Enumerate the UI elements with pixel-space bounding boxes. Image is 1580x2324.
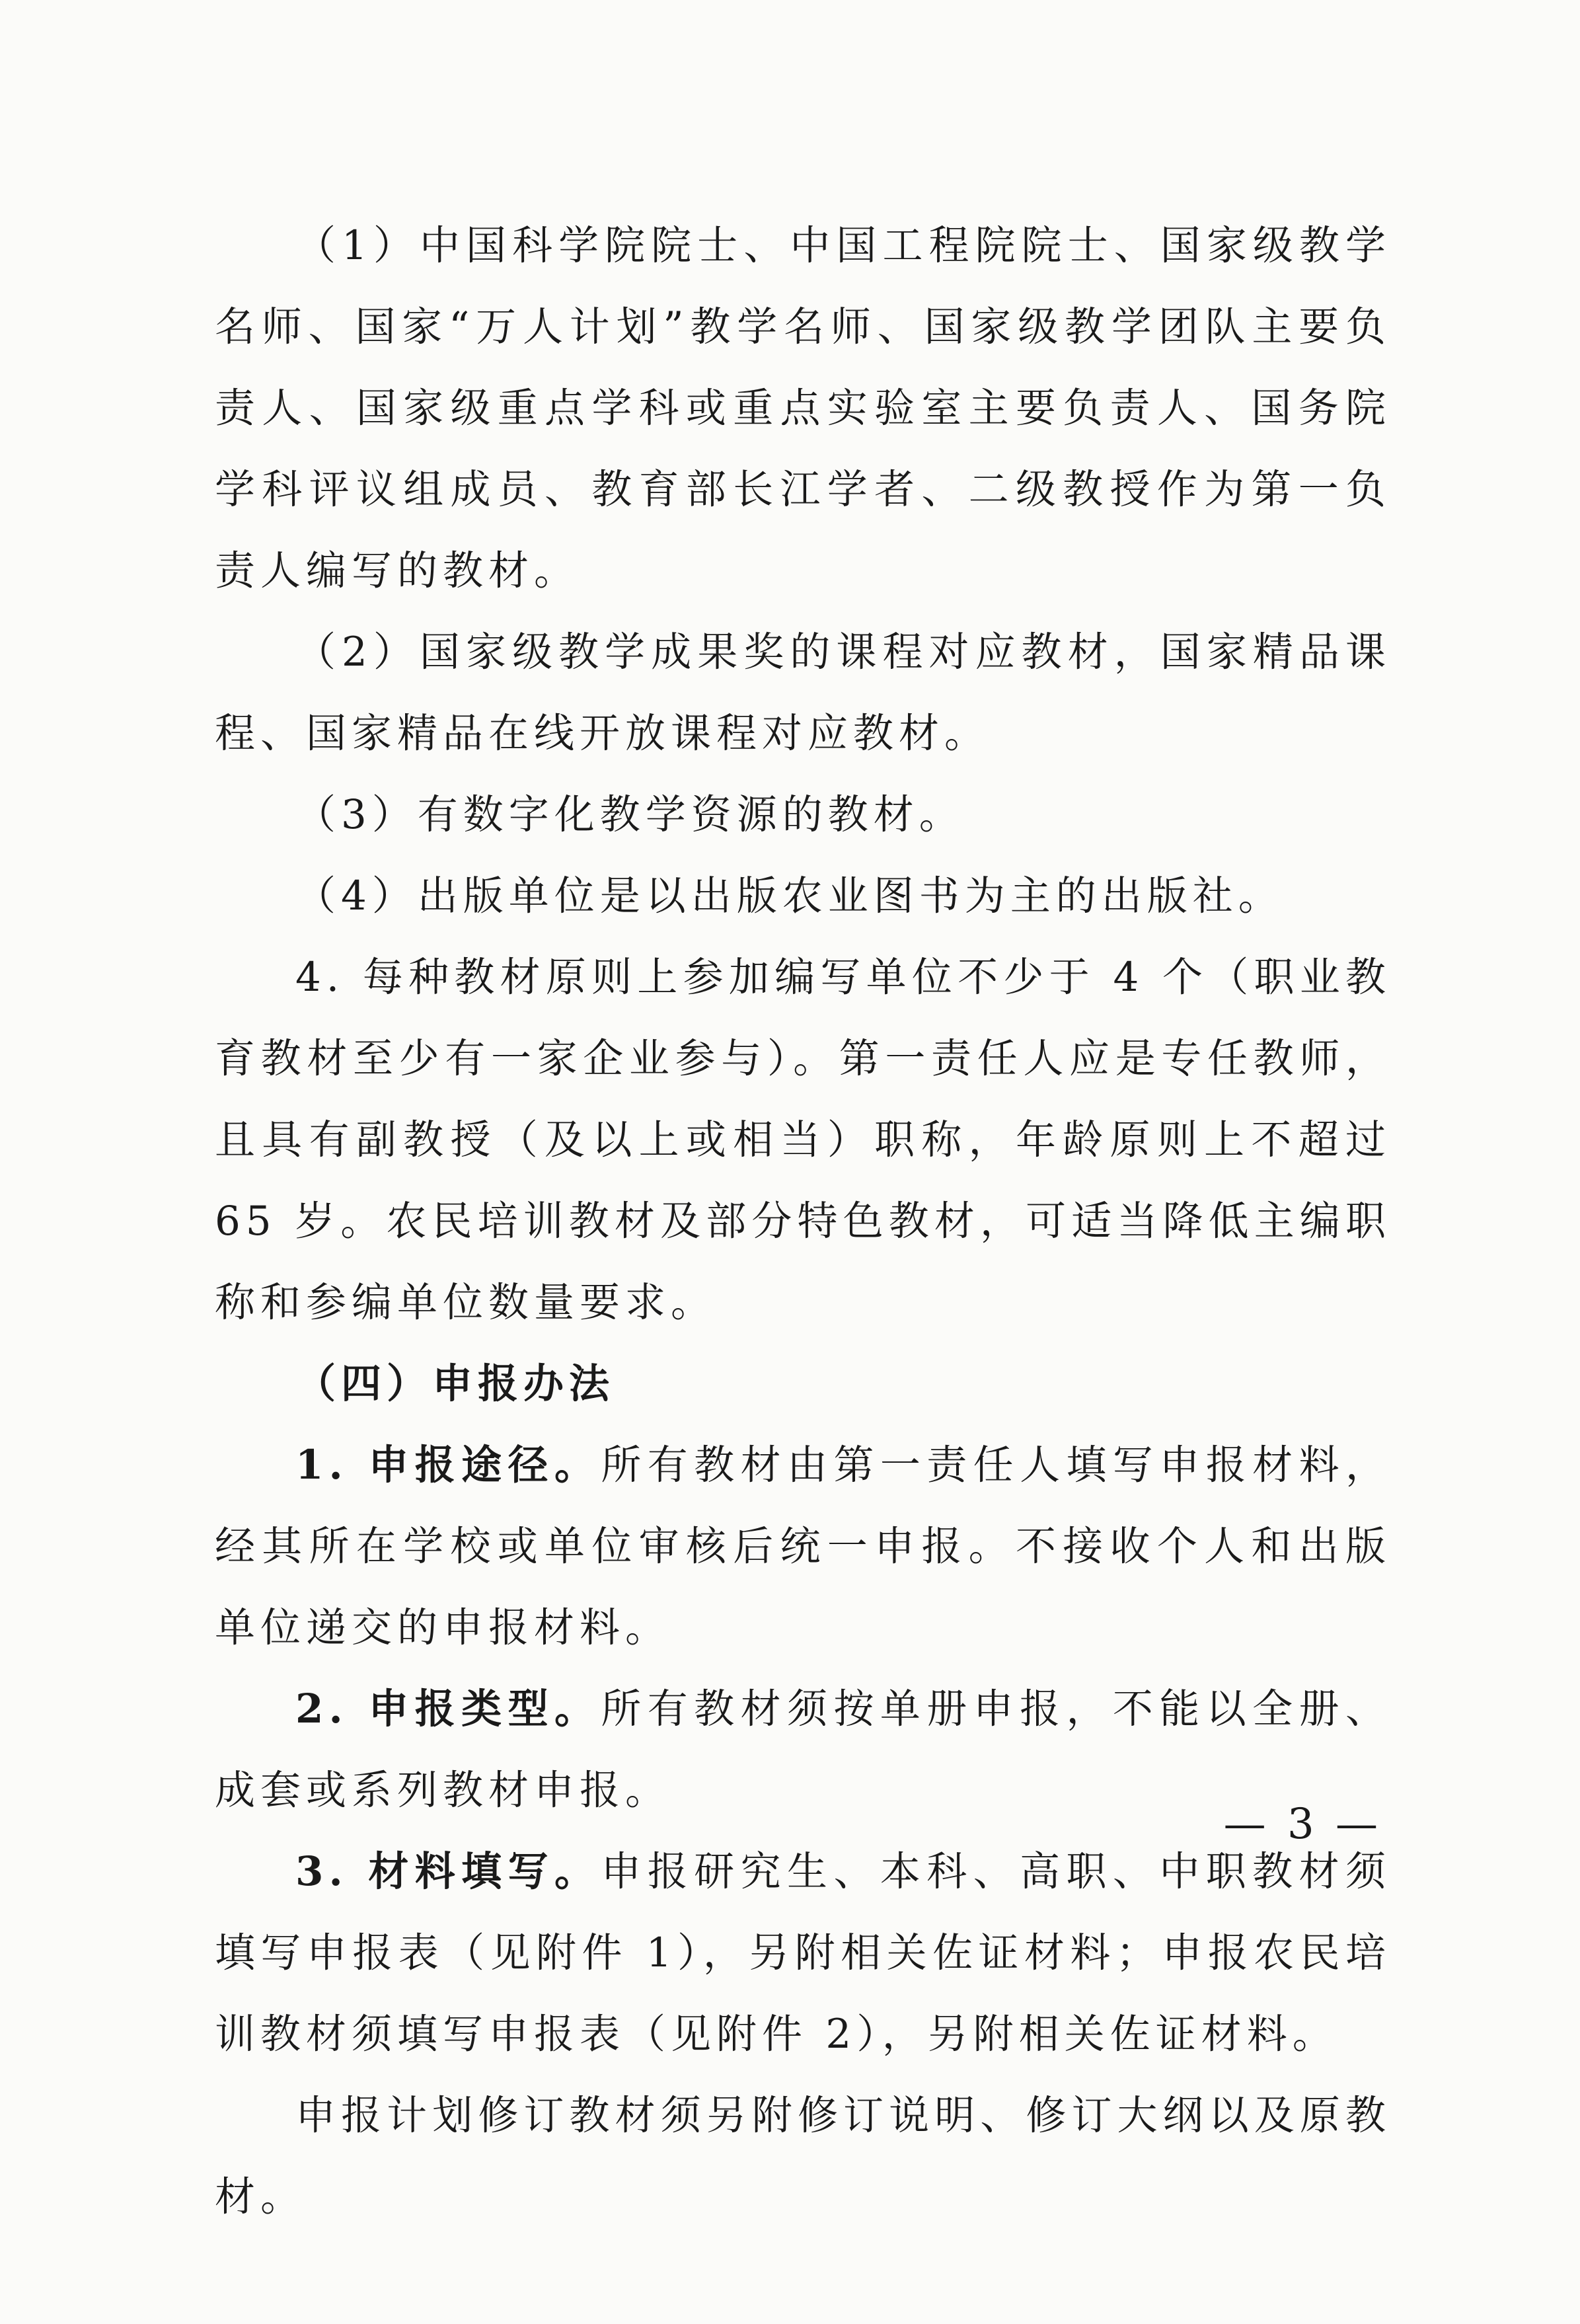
paragraph-material-filling bbox=[215, 1831, 1391, 2075]
paragraph-application-route bbox=[215, 1424, 1391, 1668]
item-text: 所有教材由第一责任人填写申报材料，经其所在学校或单位审核后统一申报。不接收个人和出版单位递交的申报材料。 bbox=[215, 1442, 1391, 1651]
paragraph-application-type bbox=[215, 1668, 1391, 1831]
paragraph-text: 4. 每种教材原则上参加编写单位不少于 4 个（职业教育教材至少有一家企业参与）。第一责任人应是专任教师，且具有副教授（及以上或相当）职称，年龄原则上不超过 65 岁。农民培训教材及部分特色教材，可适当降低主编职称和参编单位数量要求。 bbox=[215, 954, 1391, 1326]
item-lead: 3. 材料填写。 bbox=[295, 1848, 601, 1895]
paragraph-closing: 申报计划修订教材须另附修订说明、修订大纲以及原教材。 bbox=[215, 2092, 1391, 2220]
item-text: 所有教材须按单册申报，不能以全册、成套或系列教材申报。 bbox=[215, 1685, 1391, 1814]
item-lead: 1. 申报途径。 bbox=[295, 1442, 601, 1489]
page-number: — 3 — bbox=[1223, 1800, 1382, 1849]
paragraph-criterion-1 bbox=[215, 205, 1391, 611]
section-heading: （四）申报办法 bbox=[295, 1360, 615, 1407]
paragraph-criterion-2 bbox=[215, 611, 1391, 774]
paragraph-item-4 bbox=[215, 937, 1391, 1343]
item-lead: 2. 申报类型。 bbox=[295, 1685, 601, 1732]
item-text: 申报研究生、本科、高职、中职教材须填写申报表（见附件 1），另附相关佐证材料；申报农民培训教材须填写申报表（见附件 2），另附相关佐证材料。 bbox=[215, 1848, 1391, 2058]
paragraph-text: （2）国家级教学成果奖的课程对应教材，国家精品课程、国家精品在线开放课程对应教材。 bbox=[215, 629, 1391, 757]
paragraph-text: （1）中国科学院院士、中国工程院院士、国家级教学名师、国家“万人计划”教学名师、国家级教学团队主要负责人、国家级重点学科或重点实验室主要负责人、国务院学科评议组成员、教育部长江学者、二级教授作为第一负责人编写的教材。 bbox=[215, 222, 1391, 594]
paragraph-text: （4）出版单位是以出版农业图书为主的出版社。 bbox=[295, 872, 1284, 919]
paragraph-criterion-3 bbox=[215, 774, 1391, 855]
paragraph-text: （3）有数字化教学资源的教材。 bbox=[295, 791, 965, 838]
paragraph-criterion-4 bbox=[215, 855, 1391, 937]
document-body bbox=[215, 205, 1391, 2237]
